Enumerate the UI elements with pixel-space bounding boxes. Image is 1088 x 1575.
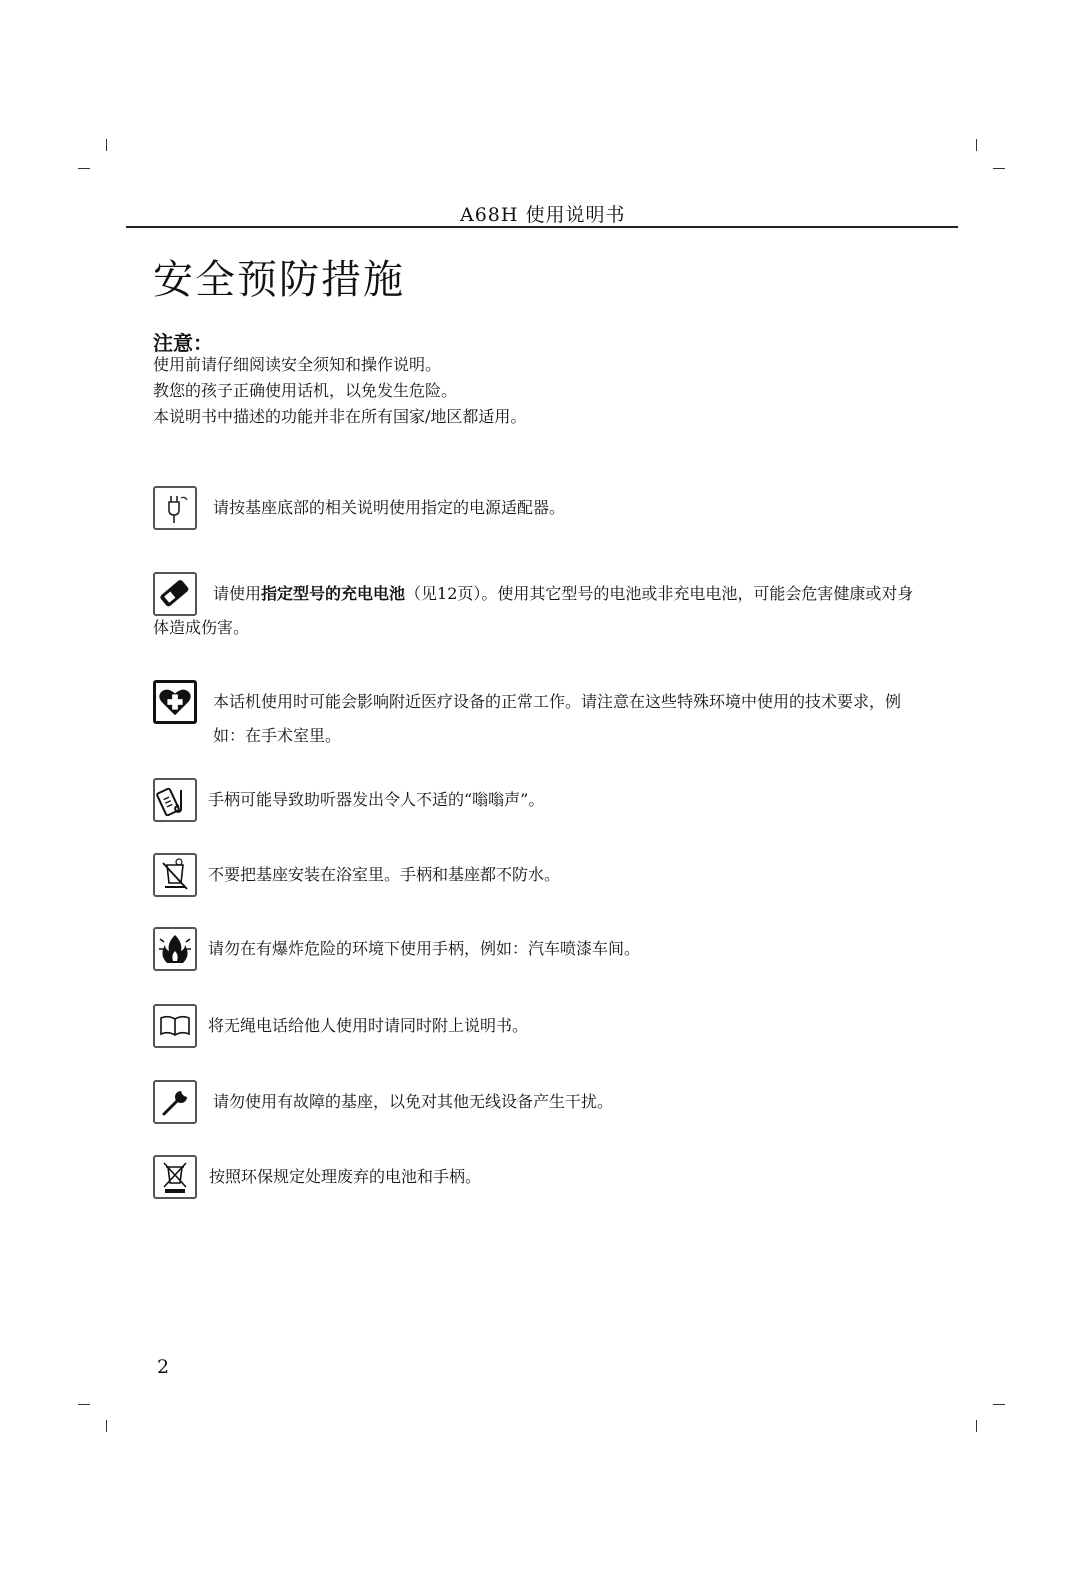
crop-mark xyxy=(106,1420,107,1432)
header-rule xyxy=(126,226,958,228)
safety-item xyxy=(153,572,953,644)
page-number: 2 xyxy=(157,1356,170,1378)
page-title: 安全预防措施 xyxy=(153,257,405,303)
item-text: 本话机使用时可能会影响附近医疗设备的正常工作。请注意在这些特殊环境中使用的技术要求，例 xyxy=(213,692,902,711)
crop-mark xyxy=(78,1404,90,1405)
medical-heart-icon xyxy=(153,680,197,724)
item-text: 将无绳电话给他人使用时请同时附上说明书。 xyxy=(208,1016,529,1035)
item-text-continued: 如：在手术室里。 xyxy=(213,726,342,745)
item-text-pre: 请使用 xyxy=(213,584,262,603)
item-text: 不要把基座安装在浴室里。手柄和基座都不防水。 xyxy=(208,865,561,884)
crop-mark xyxy=(993,1404,1005,1405)
item-text: 请按基座底部的相关说明使用指定的电源适配器。 xyxy=(213,498,566,517)
crop-mark xyxy=(106,139,107,151)
safety-item xyxy=(153,486,953,534)
item-text: 按照环保规定处理废弃的电池和手柄。 xyxy=(209,1167,482,1186)
item-text-post: （见12页）。使用其它型号的电池或非充电电池，可能会危害健康或对身 xyxy=(405,584,914,603)
item-text: 请勿使用有故障的基座，以免对其他无线设备产生干扰。 xyxy=(213,1092,614,1111)
crop-mark xyxy=(78,168,90,169)
battery-icon xyxy=(153,572,197,616)
power-adapter-icon xyxy=(153,486,197,530)
note-body xyxy=(153,352,526,430)
item-text-bold: 指定型号的充电电池 xyxy=(261,584,406,603)
safety-item xyxy=(153,927,953,973)
wrench-icon xyxy=(153,1080,197,1124)
weee-bin-icon xyxy=(153,1155,197,1199)
no-bathroom-icon xyxy=(153,853,197,897)
explosion-fire-icon xyxy=(153,927,197,971)
crop-mark xyxy=(976,1420,977,1432)
safety-item xyxy=(153,778,953,824)
hearing-aid-icon xyxy=(153,778,197,822)
item-text: 手柄可能导致助听器发出令人不适的“嗡嗡声”。 xyxy=(208,790,545,809)
note-line: 教您的孩子正确使用话机，以免发生危险。 xyxy=(153,381,458,400)
item-text-continued: 体造成伤害。 xyxy=(153,618,250,637)
crop-mark xyxy=(976,139,977,151)
safety-item xyxy=(153,1155,953,1201)
safety-item xyxy=(153,1004,953,1050)
crop-mark xyxy=(993,168,1005,169)
safety-item xyxy=(153,853,953,899)
item-text xyxy=(213,581,913,607)
note-heading: 注意： xyxy=(153,331,213,355)
manual-book-icon xyxy=(153,1004,197,1048)
running-header: A68H 使用说明书 xyxy=(460,204,626,226)
item-text: 请勿在有爆炸危险的环境下使用手柄，例如：汽车喷漆车间。 xyxy=(208,939,641,958)
note-line: 本说明书中描述的功能并非在所有国家/地区都适用。 xyxy=(153,407,527,426)
note-line: 使用前请仔细阅读安全须知和操作说明。 xyxy=(153,355,442,374)
safety-item xyxy=(153,1080,953,1126)
safety-item xyxy=(153,680,953,750)
